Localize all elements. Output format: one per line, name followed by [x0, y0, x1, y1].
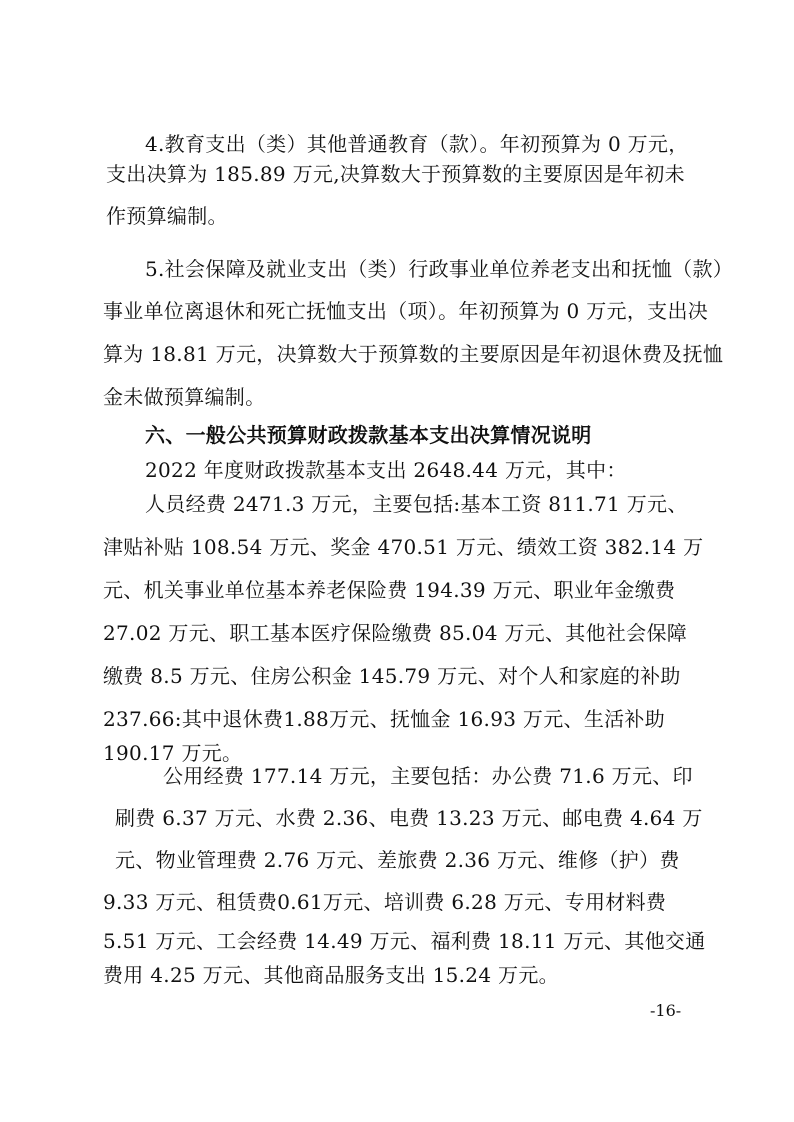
- paragraph-2-line-3: 算为 18.81 万元，决算数大于预算数的主要原因是年初退休费及抚恤: [103, 342, 724, 366]
- paragraph-2-line-1: 5.社会保障及就业支出（类）行政事业单位养老支出和抚恤（款）: [145, 257, 734, 281]
- personnel-line-6: 237.66:其中退休费1.88万元、抚恤金 16.93 万元、生活补助: [103, 707, 666, 731]
- personnel-line-4: 27.02 万元、职工基本医疗保险缴费 85.04 万元、其他社会保障: [103, 621, 688, 645]
- paragraph-2-line-2: 事业单位离退休和死亡抚恤支出（项）。年初预算为 0 万元，支出决: [103, 299, 709, 323]
- personnel-line-2: 津贴补贴 108.54 万元、奖金 470.51 万元、绩效工资 382.14 万: [103, 535, 704, 559]
- personnel-line-5: 缴费 8.5 万元、住房公积金 145.79 万元、对个人和家庭的补助: [103, 664, 681, 688]
- page-number: -16-: [650, 1001, 682, 1020]
- public-line-2: 刷费 6.37 万元、水费 2.36、电费 13.23 万元、邮电费 4.64 万: [115, 806, 703, 830]
- paragraph-1-line-1: 4.教育支出（类）其他普通教育（款）。年初预算为 0 万元，: [145, 132, 689, 156]
- summary-line: 2022 年度财政拨款基本支出 2648.44 万元，其中：: [145, 458, 627, 482]
- paragraph-1-line-2: 支出决算为 185.89 万元,决算数大于预算数的主要原因是年初未: [106, 162, 685, 186]
- personnel-line-1: 人员经费 2471.3 万元，主要包括:基本工资 811.71 万元、: [145, 492, 688, 516]
- public-line-5: 5.51 万元、工会经费 14.49 万元、福利费 18.11 万元、其他交通: [103, 929, 706, 953]
- public-line-6: 费用 4.25 万元、其他商品服务支出 15.24 万元。: [103, 963, 559, 987]
- personnel-line-7: 190.17 万元。: [103, 741, 243, 765]
- section-heading: 六、一般公共预算财政拨款基本支出决算情况说明: [145, 423, 592, 447]
- public-line-4: 9.33 万元、租赁费0.61万元、培训费 6.28 万元、专用材料费: [103, 890, 667, 914]
- public-line-3: 元、物业管理费 2.76 万元、差旅费 2.36 万元、维修（护）费: [115, 848, 680, 872]
- paragraph-1-line-3: 作预算编制。: [106, 204, 228, 228]
- paragraph-2-line-4: 金未做预算编制。: [103, 385, 266, 409]
- personnel-line-3: 元、机关事业单位基本养老保险费 194.39 万元、职业年金缴费: [103, 578, 676, 602]
- public-line-1: 公用经费 177.14 万元，主要包括：办公费 71.6 万元、印: [163, 764, 693, 788]
